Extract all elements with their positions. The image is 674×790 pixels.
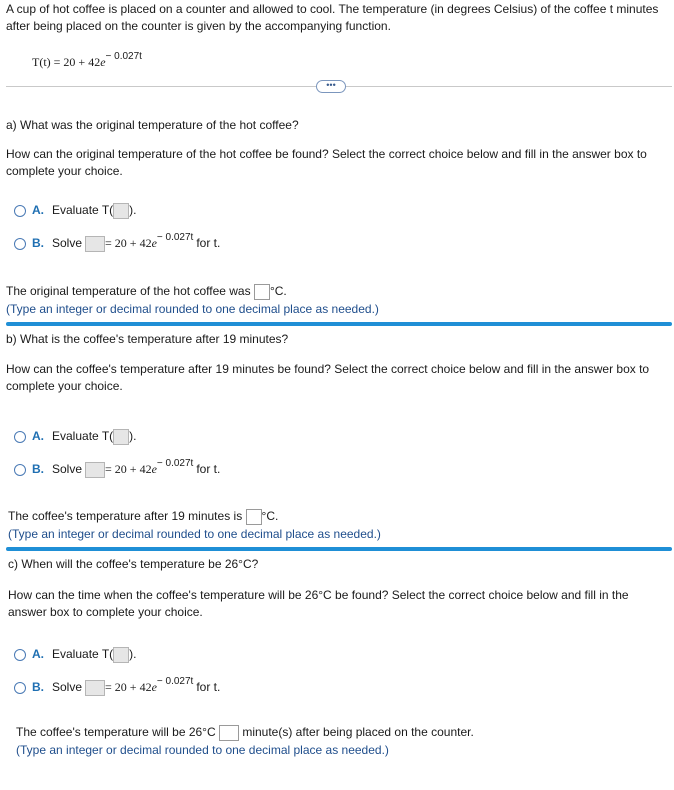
choice-letter: B. — [32, 680, 44, 694]
option-text: Evaluate T( — [52, 647, 114, 662]
answer-input[interactable] — [113, 203, 129, 219]
problem-text: A cup of hot coffee is placed on a counter and allowed to cool. The temperature (in degrees Celsius) of the coffee t minutes after being placed on the counter is given by the accompanying function. — [6, 2, 659, 33]
option-equation: = 20 + 42 — [105, 462, 152, 476]
formula-e: e — [100, 55, 106, 69]
option-tail: for t. — [196, 462, 221, 476]
choice-letter: A. — [32, 203, 44, 218]
option-tail: for t. — [196, 680, 221, 694]
choice-letter: B. — [32, 236, 44, 250]
radio-button[interactable] — [14, 431, 26, 443]
formula-exponent: − 0.027t — [105, 51, 142, 62]
option-text: Solve — [52, 462, 83, 476]
answer-input[interactable] — [85, 680, 105, 696]
part-b-answer-line — [8, 509, 278, 525]
option-tail: for t. — [196, 236, 221, 250]
radio-button[interactable] — [14, 682, 26, 694]
radio-button[interactable] — [14, 238, 26, 250]
option-text: Evaluate T( — [52, 203, 114, 218]
part-b-divider-bar — [6, 547, 672, 551]
option-equation: = 20 + 42 — [105, 680, 152, 694]
part-a-option-a[interactable] — [14, 203, 137, 219]
option-e: e — [151, 680, 157, 694]
option-e: e — [151, 462, 157, 476]
answer-input[interactable] — [246, 509, 262, 525]
part-c-answer-line — [16, 725, 474, 741]
option-exponent: − 0.027t — [156, 676, 194, 687]
option-text: Solve — [52, 236, 83, 250]
option-text: Evaluate T( — [52, 429, 114, 444]
answer-text: The original temperature of the hot coffee was — [6, 284, 251, 299]
part-c-option-b[interactable] — [14, 676, 221, 696]
radio-button[interactable] — [14, 464, 26, 476]
part-a-prompt: How can the original temperature of the hot coffee be found? Select the correct choice below and fill in the answer box to complete your choice. — [6, 147, 647, 178]
answer-input[interactable] — [113, 429, 129, 445]
option-close: ). — [129, 429, 137, 444]
radio-button[interactable] — [14, 205, 26, 217]
part-b-question: b) What is the coffee's temperature after 19 minutes? — [6, 332, 289, 346]
formula-lhs: T(t) = 20 + 42 — [32, 55, 101, 69]
answer-text: The coffee's temperature after 19 minutes is — [8, 509, 243, 524]
option-exponent: − 0.027t — [156, 458, 194, 469]
option-text: Solve — [52, 680, 83, 694]
answer-input[interactable] — [254, 284, 270, 300]
answer-unit: °C. — [261, 509, 279, 524]
part-b-hint: (Type an integer or decimal rounded to one decimal place as needed.) — [8, 527, 381, 541]
choice-letter: A. — [32, 429, 44, 444]
choice-letter: A. — [32, 647, 44, 662]
option-exponent: − 0.027t — [156, 232, 194, 243]
option-e: e — [151, 236, 157, 250]
part-c-question: c) When will the coffee's temperature be 26°C? — [8, 557, 259, 571]
part-a-question: a) What was the original temperature of the hot coffee? — [6, 118, 299, 132]
option-close: ). — [129, 647, 137, 662]
part-c-option-a[interactable] — [14, 647, 137, 663]
part-b-prompt: How can the coffee's temperature after 19 minutes be found? Select the correct choice below and fill in the answer box to complete your choice. — [6, 362, 650, 393]
answer-text: The coffee's temperature will be 26°C — [16, 725, 216, 740]
choice-letter: B. — [32, 462, 44, 476]
part-a-divider-bar — [6, 322, 672, 326]
part-c-prompt: How can the time when the coffee's temperature will be 26°C be found? Select the correct choice below and fill in the answer box to complete your choice. — [8, 588, 629, 619]
part-b-option-b[interactable] — [14, 458, 221, 478]
answer-input[interactable] — [85, 236, 105, 252]
part-c-hint: (Type an integer or decimal rounded to one decimal place as needed.) — [16, 743, 389, 757]
option-close: ). — [129, 203, 137, 218]
part-b-option-a[interactable] — [14, 429, 137, 445]
answer-unit: °C. — [269, 284, 287, 299]
option-equation: = 20 + 42 — [105, 236, 152, 250]
answer-input[interactable] — [85, 462, 105, 478]
more-button[interactable]: ••• — [316, 80, 346, 93]
answer-input[interactable] — [219, 725, 239, 741]
answer-tail: minute(s) after being placed on the counter. — [242, 725, 474, 740]
answer-input[interactable] — [113, 647, 129, 663]
function-formula — [32, 51, 142, 70]
part-a-answer-line — [6, 284, 287, 300]
part-a-hint: (Type an integer or decimal rounded to one decimal place as needed.) — [6, 302, 379, 316]
radio-button[interactable] — [14, 649, 26, 661]
part-a-option-b[interactable] — [14, 232, 221, 252]
